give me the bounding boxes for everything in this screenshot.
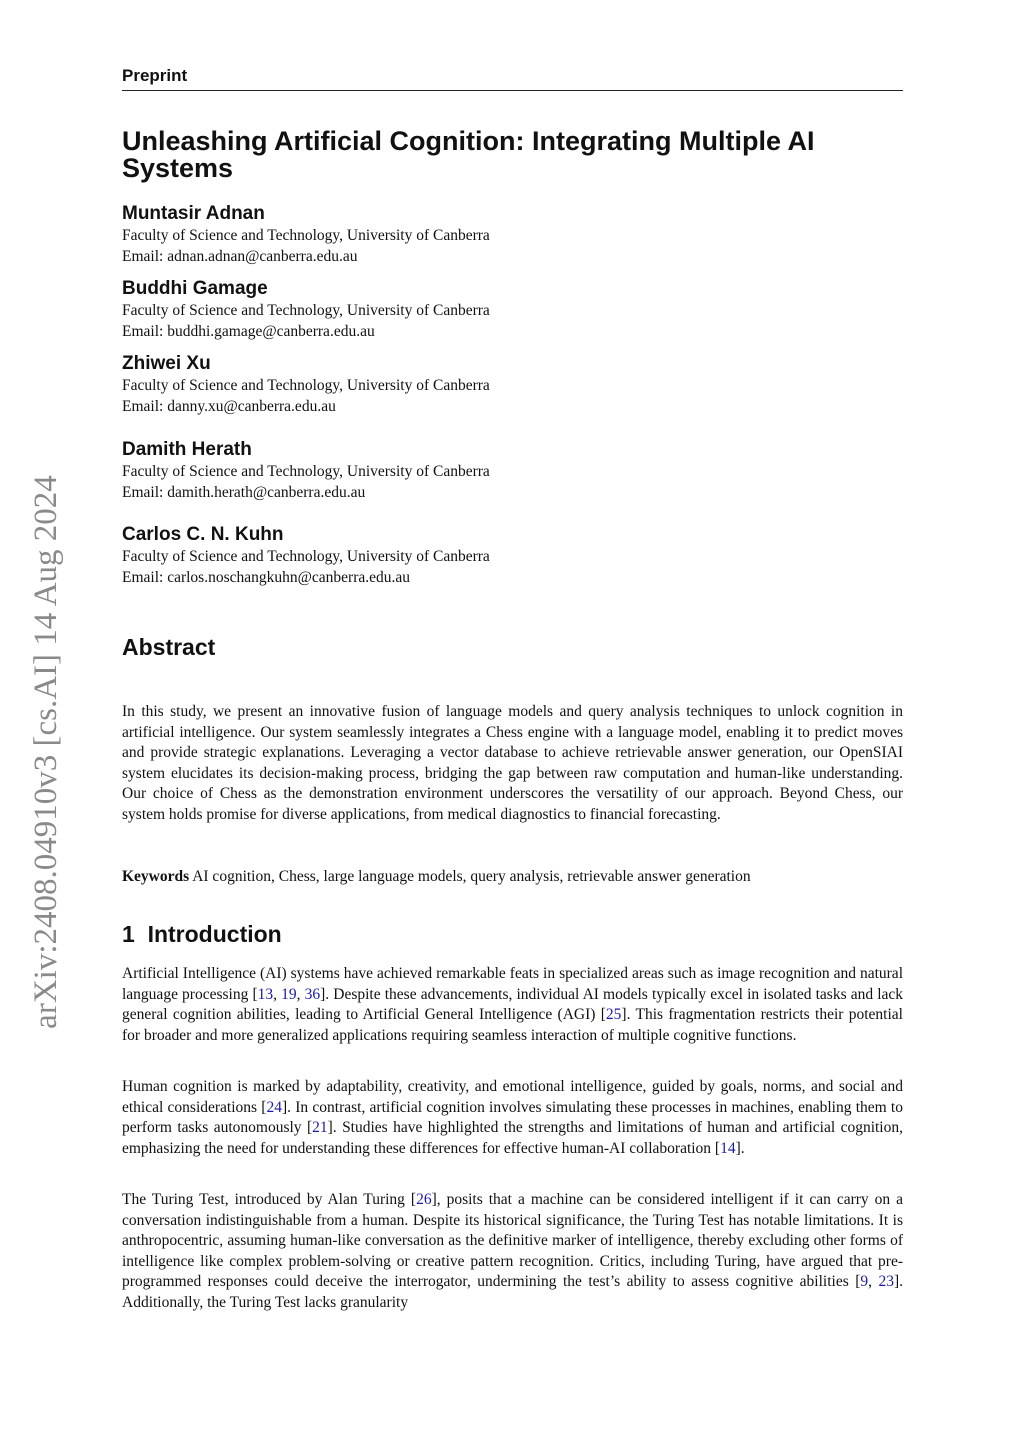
author-affiliation: Faculty of Science and Technology, University of Canberra bbox=[122, 302, 490, 319]
paragraph-text: , bbox=[868, 1273, 879, 1290]
author-affiliation: Faculty of Science and Technology, University of Canberra bbox=[122, 227, 490, 244]
paragraph-text: ]. Studies have highlighted the strengths and limitations of human and artificial cognition, emphasizing the need for understanding these differences for effective human-AI collaboration [ bbox=[122, 1119, 903, 1157]
author-email: Email: adnan.adnan@canberra.edu.au bbox=[122, 247, 358, 265]
intro-paragraph-1 bbox=[122, 964, 903, 1046]
author-affiliation: Faculty of Science and Technology, University of Canberra bbox=[122, 548, 490, 565]
paragraph-text: ]. Additionally, the Turing Test lacks granularity bbox=[122, 1273, 903, 1311]
intro-paragraph-3 bbox=[122, 1190, 903, 1313]
citation-link[interactable]: 19 bbox=[281, 985, 297, 1003]
citation-link[interactable]: 9 bbox=[860, 1273, 869, 1290]
author-email: Email: buddhi.gamage@canberra.edu.au bbox=[122, 322, 375, 340]
paragraph-text: Human cognition is marked by adaptability, creativity, and emotional intelligence, guided by goals, norms, and social and ethical considerations [ bbox=[122, 1078, 903, 1116]
abstract-heading: Abstract bbox=[122, 634, 216, 660]
section-number: 1 bbox=[122, 921, 135, 947]
preprint-label: Preprint bbox=[122, 66, 188, 85]
paragraph-text: ]. This fragmentation restricts their potential for broader and more generalized applications requiring seamless interaction of multiple cognitive functions. bbox=[122, 1006, 903, 1044]
author-email: Email: damith.herath@canberra.edu.au bbox=[122, 483, 366, 501]
keywords-text: AI cognition, Chess, large language models, query analysis, retrievable answer generation bbox=[192, 868, 751, 885]
author-block bbox=[122, 277, 903, 342]
paragraph-text: ], posits that a machine can be considered intelligent if it can carry on a conversation indistinguishable from a human. Despite its historical significance, the Turing Test has notable limitations. It is anthropocentric, assuming human-like conversation as the definitive marker of intelligence, thereby excluding other forms of intelligence like complex problem-solving or creative pattern recognition. Critics, including Turing, have argued that pre-programmed responses could deceive the interrogator, undermining the test’s ability to assess cognitive abilities [ bbox=[122, 1191, 903, 1290]
author-block bbox=[122, 352, 903, 417]
intro-paragraph-2 bbox=[122, 1077, 903, 1159]
citation-link[interactable]: 24 bbox=[266, 1098, 282, 1116]
citation-link[interactable]: 14 bbox=[720, 1139, 736, 1157]
author-name: Buddhi Gamage bbox=[122, 278, 268, 299]
section-title: Introduction bbox=[147, 921, 282, 947]
header-rule bbox=[122, 90, 903, 91]
keywords-label: Keywords bbox=[122, 868, 190, 885]
paragraph-text: Artificial Intelligence (AI) systems have achieved remarkable feats in specialized areas such as image recognition and natural language processing [ bbox=[122, 965, 903, 1003]
author-block bbox=[122, 438, 903, 503]
paper-title: Unleashing Artificial Cognition: Integrating Multiple AI Systems bbox=[122, 126, 815, 183]
author-name: Muntasir Adnan bbox=[122, 203, 265, 224]
author-name: Damith Herath bbox=[122, 439, 252, 460]
author-name: Carlos C. N. Kuhn bbox=[122, 524, 284, 545]
author-email: Email: danny.xu@canberra.edu.au bbox=[122, 397, 336, 415]
author-affiliation: Faculty of Science and Technology, University of Canberra bbox=[122, 377, 490, 394]
abstract-text: In this study, we present an innovative fusion of language models and query analysis techniques to unlock cognition in artificial intelligence. Our system seamlessly integrates a Chess engine with a language model, enabling it to predict moves and provide strategic explanations. Leveraging a vector database to achieve retrievable answer generation, our OpenSIAI system elucidates its decision-making process, bridging the gap between raw computation and human-like understanding. Our choice of Chess as the demonstration environment underscores the versatility of our approach. Beyond Chess, our system holds promise for diverse applications, from medical diagnostics to financial forecasting. bbox=[122, 703, 903, 823]
citation-link[interactable]: 25 bbox=[605, 1006, 622, 1023]
author-email: Email: carlos.noschangkuhn@canberra.edu.au bbox=[122, 568, 410, 586]
author-block bbox=[122, 523, 903, 588]
keywords-line bbox=[122, 867, 903, 888]
paragraph-text: ]. bbox=[735, 1139, 745, 1157]
citation-link[interactable]: 36 bbox=[304, 985, 321, 1003]
introduction-heading bbox=[122, 921, 282, 948]
paragraph-text: The Turing Test, introduced by Alan Turing [ bbox=[122, 1191, 417, 1208]
paragraph-text: ]. In contrast, artificial cognition involves simulating these processes in machines, enabling them to perform tasks autonomously [ bbox=[122, 1098, 903, 1136]
author-affiliation: Faculty of Science and Technology, University of Canberra bbox=[122, 463, 490, 480]
arxiv-identifier: arXiv:2408.04910v3 [cs.AI] 14 Aug 2024 bbox=[28, 475, 64, 1029]
paragraph-text: , bbox=[273, 985, 282, 1003]
citation-link[interactable]: 21 bbox=[312, 1119, 328, 1136]
citation-link[interactable]: 23 bbox=[878, 1273, 894, 1290]
citation-link[interactable]: 13 bbox=[257, 985, 274, 1003]
citation-link[interactable]: 26 bbox=[416, 1191, 432, 1208]
author-block bbox=[122, 202, 903, 267]
author-name: Zhiwei Xu bbox=[122, 353, 211, 374]
paragraph-text: ]. Despite these advancements, individual AI models typically excel in isolated tasks and lack general cognition abilities, leading to Artificial General Intelligence (AGI) [ bbox=[122, 985, 904, 1023]
paragraph-text: , bbox=[296, 985, 305, 1003]
